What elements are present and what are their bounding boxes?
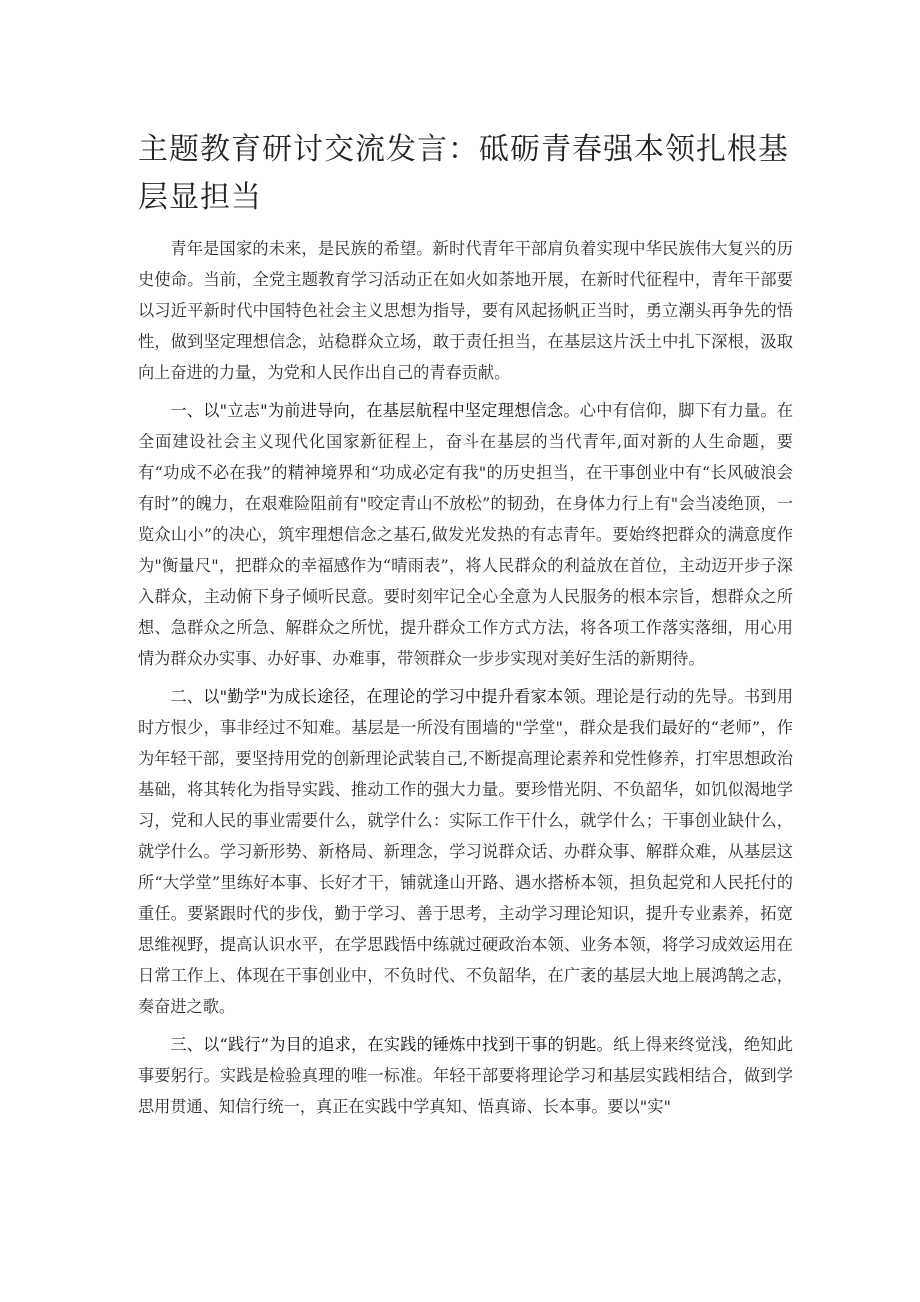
paragraph-text: 心中有信仰，脚下有力量。在全面建设社会主义现代化国家新征程上，奋斗在基层的当代青年,面对新的人生命题，要有“功成不必在我”的精神境界和“功成必定有我"的历史担当，在干事创业中有“长风破浪会有时”的魄力，在艰难险阻前有"咬定青山不放松”的韧劲，在身体力行上有"会当凌绝顶，一览众山小”的决心，筑牢理想信念之基石,做发光发热的有志青年。要始终把群众的满意度作为"衡量尺"，把群众的幸福感作为“晴雨表”，将人民群众的利益放在首位，主动迈开步子深入群众，主动俯下身子倾听民意。要时刻牢记全心全意为人民服务的根本宗旨，想群众之所想、急群众之所急、解群众之所忧，提升群众工作方式方法，将各项工作落实落细，用心用情为群众办实事、办好事、办难事，带领群众一步步实现对美好生活的新期待。 [138,401,794,668]
section-heading: 一、以"立志"为前进导向，在基层航程中坚定理想信念。 [170,401,580,420]
paragraph-intro [138,233,793,388]
paragraph-section-3 [138,1029,793,1122]
paragraph-section-2 [138,681,793,1022]
section-heading: 三、以“践行”为目的追求，在实践的锤炼中找到干事的钥匙。 [170,1035,614,1054]
document-body [138,233,793,1122]
paragraph-text: 理论是行动的先导。书到用时方恨少，事非经过不知难。基层是一所没有围墙的"学堂"，群众是我们最好的“老师”，作为年轻干部，要坚持用党的创新理论武装自己,不断提高理论素养和党性修养，打牢思想政治基础，将其转化为指导实践、推动工作的强大力量。要珍惜光阴、不负韶华，如饥似渴地学习，党和人民的事业需要什么，就学什么：实际工作干什么，就学什么；干事创业缺什么，就学什么。学习新形势、新格局、新理念，学习说群众话、办群众事、解群众难，从基层这所“大学堂”里练好本事、长好才干，铺就逢山开路、遇水搭桥本领，担负起党和人民托付的重任。要紧跟时代的步伐，勤于学习、善于思考，主动学习理论知识，提升专业素养，拓宽思维视野，提高认识水平，在学思践悟中练就过硬政治本领、业务本领，将学习成效运用在日常工作上、体现在干事创业中，不负时代、不负韶华，在广袤的基层大地上展鸿鹄之志，奏奋进之歌。 [138,687,794,1016]
section-heading: 二、以"勤学"为成长途径，在理论的学习中提升看家本领。 [170,687,597,706]
paragraph-section-1 [138,395,793,674]
document-title: 主题教育研讨交流发言：砥砺青春强本领扎根基层显担当 [138,132,789,215]
paragraph-text: 纸上得来终觉浅，绝知此事要躬行。实践是检验真理的唯一标准。年轻干部要将理论学习和基层实践相结合，做到学思用贯通、知信行统一，真正在实践中学真知、悟真谛、长本事。要以"实" [138,1035,793,1116]
paragraph-text: 青年是国家的未来，是民族的希望。新时代青年干部肩负着实现中华民族伟大复兴的历史使命。当前，全党主题教育学习活动正在如火如荼地开展，在新时代征程中，青年干部要以习近平新时代中国特色社会主义思想为指导，要有风起扬帆正当时，勇立潮头再争先的悟性，做到坚定理想信念，站稳群众立场，敢于责任担当，在基层这片沃土中扎下深根，汲取向上奋进的力量，为党和人民作出自己的青春贡献。 [138,239,793,382]
